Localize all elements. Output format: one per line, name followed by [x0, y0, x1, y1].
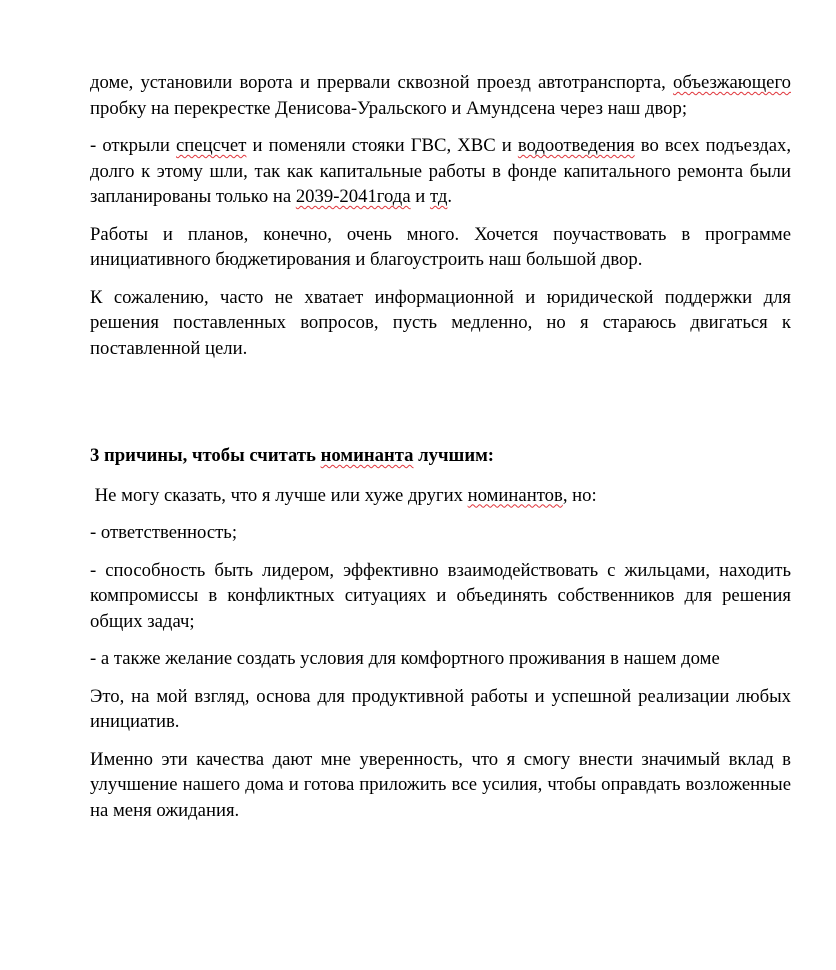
text-run: - открыли [90, 135, 177, 156]
text-run: пробку на перекрестке Денисова-Уральского и Амундсена через наш двор; [90, 97, 688, 119]
text-run: , но: [562, 484, 597, 506]
text-run: и [410, 186, 430, 207]
misspelled-word[interactable]: тд [429, 186, 448, 207]
text-run: во всех подъездах, долго к этому шли, так как капитальные работы в фонде капитального ремонта были запланированы только на [90, 135, 792, 207]
paragraph-plans: Работы и планов, конечно, очень много. Хочется поучаствовать в программе инициативного бюджетирования и благоустроить наш большой двор. [90, 223, 791, 270]
text-run: доме, установили ворота и прервали сквозной проезд автотранспорта, [90, 72, 673, 93]
paragraph-confidence: Именно эти качества дают мне уверенность, что я смогу внести значимый вклад в улучшение нашего дома и готова приложить все усилия, чтобы оправдать возложенные на меня ожидания. [90, 748, 791, 821]
misspelled-word[interactable]: объезжающего [672, 72, 791, 93]
section-heading [90, 443, 791, 469]
text-run: Не могу сказать, что я лучше или хуже других [90, 484, 468, 506]
misspelled-word[interactable]: номинанта [320, 445, 414, 466]
misspelled-word[interactable]: 2039-2041года [295, 186, 411, 207]
reason-responsibility: - ответственность; [90, 522, 238, 543]
text-run: 3 причины, чтобы считать [90, 445, 321, 466]
text-run: и поменяли стояки ГВС, ХВС и [246, 135, 518, 156]
reason-leadership: - способность быть лидером, эффективно взаимодействовать с жильцами, находить компромиссы в конфликтных ситуациях и объединять собственников для решения общих задач; [90, 559, 791, 632]
paragraph-support: К сожалению, часто не хватает информационной и юридической поддержки для решения поставленных вопросов, пусть медленно, но я стараюсь двигаться к поставленной цели. [90, 286, 791, 359]
blank-space [90, 373, 791, 443]
misspelled-word[interactable]: водоотведения [517, 135, 635, 156]
paragraph-risers [90, 133, 791, 210]
misspelled-word[interactable]: номинантов [467, 484, 563, 506]
text-run: лучшим: [413, 445, 495, 466]
text-run: . [447, 186, 453, 207]
paragraph-lead [90, 483, 791, 509]
document-body [90, 70, 791, 835]
paragraph-foundation: Это, на мой взгляд, основа для продуктивной работы и успешной реализации любых инициатив. [90, 685, 791, 732]
paragraph-gates [90, 70, 791, 121]
reason-comfort: - а также желание создать условия для комфортного проживания в нашем доме [90, 648, 720, 669]
misspelled-word[interactable]: спецсчет [176, 135, 247, 156]
